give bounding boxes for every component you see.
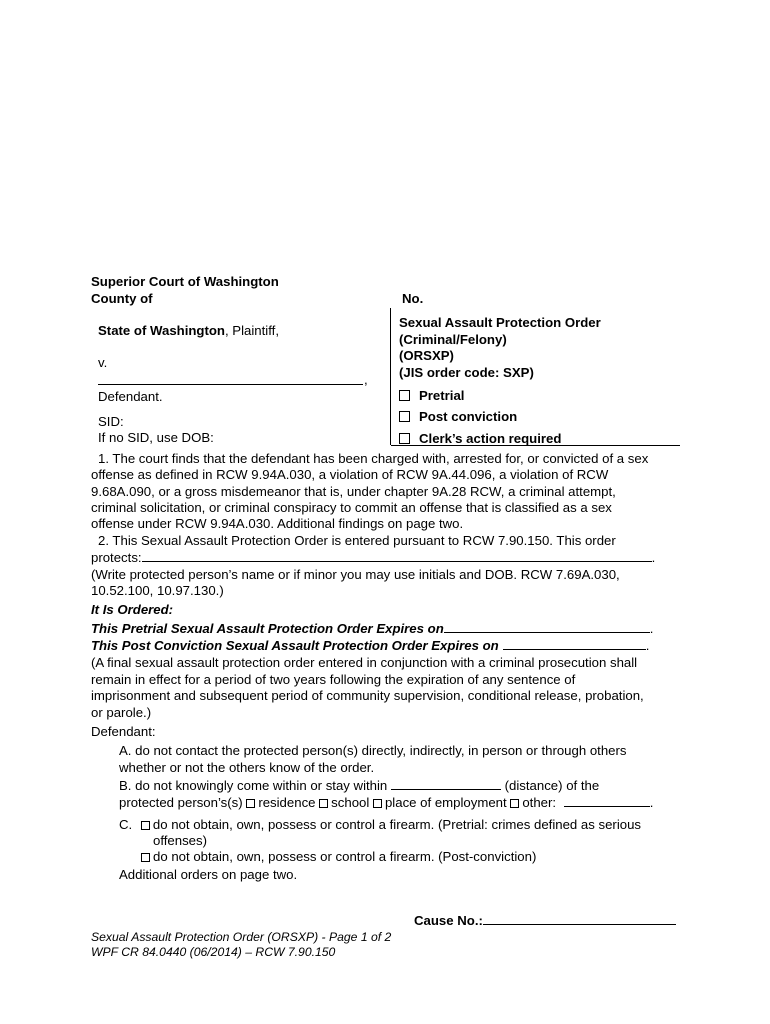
checkbox-icon[interactable]	[399, 433, 410, 444]
school-checkbox[interactable]	[319, 799, 328, 808]
cause-number	[414, 913, 676, 928]
order-c-pretrial	[119, 817, 641, 832]
order-b-locations	[119, 795, 653, 810]
final-note-line: imprisonment and subsequent period of community supervision, conditional release, probation,	[91, 688, 644, 703]
distance-field[interactable]	[391, 789, 501, 790]
defendant-heading: Defendant:	[91, 724, 156, 739]
protects-label: protects:	[91, 550, 142, 565]
protected-instructions-cont: 10.52.100, 10.97.130.)	[91, 583, 224, 598]
caption-divider	[390, 308, 391, 445]
order-a-line: whether or not the others know of the order.	[119, 759, 375, 775]
checkbox-label: Pretrial	[419, 388, 465, 403]
final-order-note	[91, 655, 644, 721]
defendant-comma: ,	[364, 372, 368, 387]
findings-line: 9.68A.090, or a gross misdemeanor that is, under chapter 9A.28 RCW, a criminal attempt,	[91, 483, 616, 499]
post-expiration-field[interactable]	[503, 649, 646, 650]
order-c-label: C.	[119, 817, 133, 832]
residence-label: residence	[258, 795, 316, 810]
footer-page: Sexual Assault Protection Order (ORSXP) - Page 1 of 2	[91, 930, 392, 944]
cause-number-field[interactable]	[483, 924, 676, 925]
order-b-text-end: (distance) of the	[504, 778, 600, 793]
protects-line	[91, 550, 655, 565]
plaintiff-line	[98, 323, 279, 338]
versus-label: v.	[98, 355, 108, 370]
pretrial-expiration-label: This Pretrial Sexual Assault Protection Order Expires on	[91, 621, 444, 636]
pretrial-expiration	[91, 621, 653, 636]
firearm-pretrial-cont: offenses)	[153, 833, 208, 848]
findings-line: offense under RCW 9.94A.030. Additional findings on page two.	[91, 516, 464, 532]
post-conviction-expiration	[91, 638, 649, 653]
order-a	[119, 743, 627, 776]
cause-label: Cause No.:	[414, 913, 483, 928]
order-title-block	[399, 315, 601, 381]
school-label: school	[331, 795, 370, 810]
order-subtitle: (Criminal/Felony)	[399, 331, 507, 347]
checkbox-icon[interactable]	[399, 390, 410, 401]
order-b-locations-label: protected person’s(s)	[119, 795, 243, 810]
firearm-post-text: do not obtain, own, possess or control a firearm. (Post-conviction)	[153, 849, 537, 864]
final-note-line: or parole.)	[91, 704, 152, 720]
period: .	[645, 638, 650, 653]
findings-line: criminal solicitation, or criminal conspiracy to commit an offense that is classified as a sex	[91, 499, 612, 515]
additional-orders: Additional orders on page two.	[119, 867, 298, 882]
state-name: State of Washington	[98, 323, 225, 338]
entry-statement: 2. This Sexual Assault Protection Order is entered pursuant to RCW 7.90.150. This order	[98, 533, 616, 548]
order-title: Sexual Assault Protection Order	[399, 315, 601, 330]
period: .	[649, 795, 654, 810]
employment-label: place of employment	[384, 795, 507, 810]
order-b	[119, 778, 599, 793]
order-abbrev: (ORSXP)	[399, 348, 454, 363]
pretrial-expiration-field[interactable]	[444, 632, 650, 633]
jis-code: (JIS order code: SXP)	[399, 364, 534, 380]
firearm-post-checkbox[interactable]	[141, 853, 150, 862]
checkbox-clerk-action[interactable]	[399, 431, 561, 446]
sid-label: SID:	[98, 414, 124, 429]
other-label: other:	[522, 795, 557, 810]
post-expiration-label: This Post Conviction Sexual Assault Protection Order Expires on	[91, 638, 499, 653]
checkbox-icon[interactable]	[399, 411, 410, 422]
county-label: County of	[91, 291, 153, 306]
checkbox-post-conviction[interactable]	[399, 409, 517, 424]
protected-instructions: (Write protected person’s name or if minor you may use initials and DOB. RCW 7.69A.030,	[91, 567, 620, 582]
plaintiff-label: , Plaintiff,	[224, 323, 279, 338]
other-location-field[interactable]	[564, 806, 650, 807]
order-b-text: B. do not knowingly come within or stay within	[119, 778, 388, 793]
dob-label: If no SID, use DOB:	[98, 430, 214, 445]
ordered-heading: It Is Ordered:	[91, 602, 174, 617]
order-c-post	[141, 849, 536, 864]
period: .	[649, 621, 654, 636]
firearm-pretrial-text: do not obtain, own, possess or control a firearm. (Pretrial: crimes defined as serious	[152, 817, 642, 832]
defendant-label: Defendant.	[98, 389, 163, 404]
protected-person-field[interactable]	[142, 561, 652, 562]
case-number-label: No.	[402, 291, 424, 306]
employment-checkbox[interactable]	[373, 799, 382, 808]
footer-form: WPF CR 84.0440 (06/2014) – RCW 7.90.150	[91, 945, 336, 959]
defendant-name-line[interactable]	[98, 384, 363, 385]
order-a-line: A. do not contact the protected person(s) directly, indirectly, in person or through others	[119, 743, 627, 758]
court-name: Superior Court of Washington	[91, 274, 279, 289]
final-note-line: (A final sexual assault protection order entered in conjunction with a criminal prosecution shall	[91, 655, 638, 670]
residence-checkbox[interactable]	[246, 799, 255, 808]
other-checkbox[interactable]	[510, 799, 519, 808]
findings-line: 1. The court finds that the defendant has been charged with, arrested for, or convicted of a sex	[98, 451, 649, 466]
checkbox-label: Clerk’s action required	[419, 431, 562, 446]
checkbox-pretrial[interactable]	[399, 388, 464, 403]
checkbox-label: Post conviction	[419, 409, 518, 424]
findings-line: offense as defined in RCW 9.94A.030, a violation of RCW 9A.44.096, a violation of RCW	[91, 467, 609, 483]
firearm-pretrial-checkbox[interactable]	[141, 821, 150, 830]
findings-paragraph	[91, 451, 648, 532]
period: .	[651, 550, 656, 565]
final-note-line: remain in effect for a period of two years following the expiration of any sentence of	[91, 671, 576, 687]
